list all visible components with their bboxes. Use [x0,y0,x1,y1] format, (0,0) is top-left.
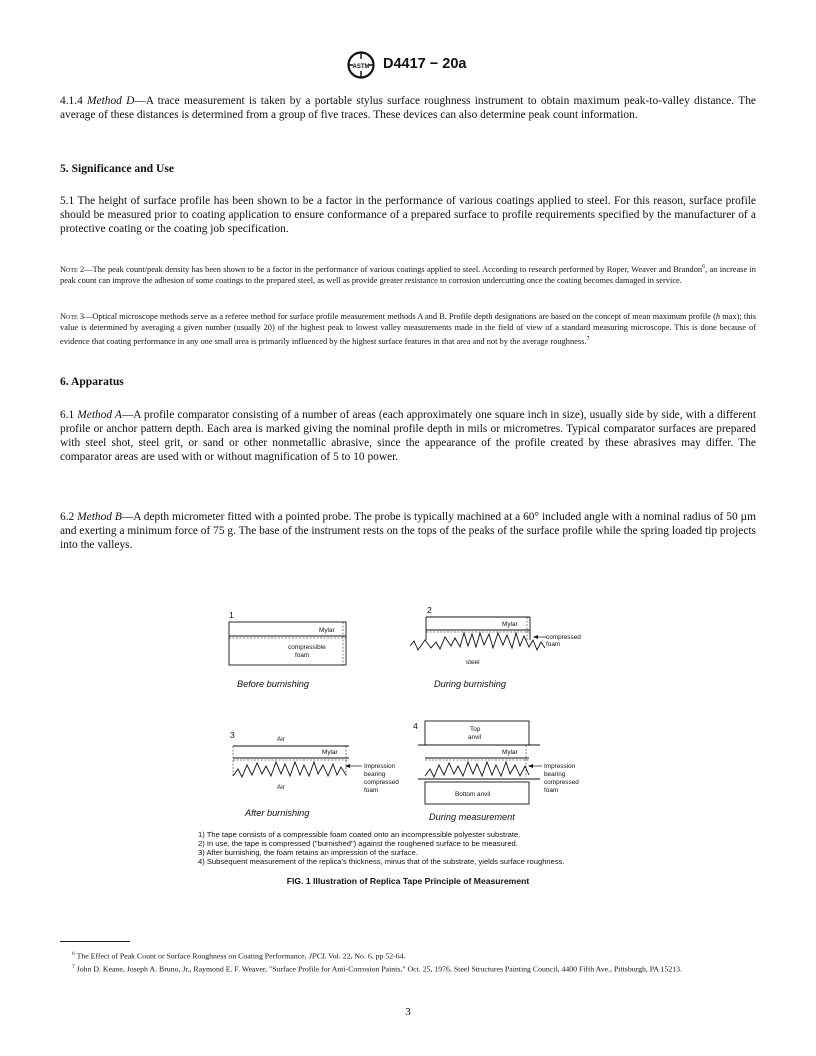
figure-note: 3) After burnishing, the foam retains an impression of the surface. [198,848,418,858]
note-label: Note 2 [60,264,85,274]
footnote-ref: 7 [586,335,590,342]
paragraph-text: —A depth micrometer fitted with a pointed probe. The probe is typically machined at a 60° included angle with a nominal radius of 50 µm and exerting a minimum force of 75 g. The base of the instrument rests on the tops of the peaks of the surface profile while the spring loaded tip projects into the valleys. [60,511,756,551]
mylar-label: Mylar [502,621,518,628]
note-text-a: —The peak count/peak density has been shown to be a factor in the performance of various coatings applied to steel. According to research performed by Roper, Weaver and Brandon [84,264,703,274]
footnote-divider [60,941,130,942]
air-bottom-label: Air [277,784,285,791]
air-top-label: Air [277,736,285,743]
method-title: Method D [87,95,135,107]
paragraph-6-2 [60,510,756,552]
impression-label-3: compressed [544,779,579,786]
panel-4 [413,721,579,822]
page-header [0,47,816,83]
top-anvil-label-1: Top [470,726,481,733]
paragraph-text: The height of surface profile has been shown to be a factor in the performance of various coatings applied to steel. For this reason, surface profile should be measured prior to coating application to ensure conformance of a prepared surface to profile requirements specified by the manufacturer of a protective coating or the coating job specification. [60,195,756,235]
panel-2 [410,605,581,689]
impression-label-3: compressed [364,779,399,786]
section-number: 5.1 [60,195,75,207]
standard-designation: D4417 − 20a [383,56,467,72]
paragraph-5-1 [60,194,756,236]
note-2 [60,262,756,287]
footnotes [60,949,756,974]
bottom-anvil-label: Bottom anvil [455,791,491,798]
foam-label-2: foam [295,652,310,659]
astm-logo-icon [346,50,376,80]
compressed-label-2: foam [546,641,561,648]
section-number: 4.1.4 [60,95,83,107]
figure-note: 2) In use, the tape is compressed ("burnished") against the roughened surface to be measured. [198,839,518,849]
note-text-a: —Optical microscope methods serve as a referee method for surface profile measurement methods A and B. Profile depth designations are based on the concept of mean maximum profile ( [84,312,716,321]
footnote-ref: 6 [702,264,706,270]
impression-label-4: foam [544,787,559,794]
panel-1 [229,610,346,689]
paragraph-6-1 [60,408,756,464]
compressed-label-1: compressed [546,634,581,641]
mylar-label: Mylar [322,749,338,756]
top-anvil-label-2: anvil [468,734,482,741]
panel-caption: Before burnishing [237,679,310,689]
figure-caption: FIG. 1 Illustration of Replica Tape Principle of Measurement [286,876,530,886]
logo-text: ASTM [352,64,370,70]
panel-number: 4 [413,721,418,731]
paragraph-4-1-4 [60,94,756,122]
footnote-7 [60,962,756,975]
figure-notes [198,830,718,866]
page-number: 3 [405,1006,411,1018]
impression-label-1: Impression [544,763,576,770]
footnote-text-b: Vol. 22, No. 6, pp 52-64. [326,951,406,961]
impression-label-4: foam [364,787,379,794]
impression-label-2: bearing [364,771,386,778]
h-symbol: h [715,312,721,321]
method-title: Method B [77,511,122,523]
panel-number: 1 [229,610,234,620]
panel-3 [230,730,399,818]
figure-note: 1) The tape consists of a compressible foam coated onto an incompressible polyester substrate. [198,830,521,839]
note-3 [60,312,756,348]
footnote-mark: 7 [72,963,75,970]
section-heading-6: 6. Apparatus [60,375,124,388]
foam-label-1: compressible [288,644,326,651]
section-number: 6.2 [60,511,75,523]
paragraph-text: —A trace measurement is taken by a portable stylus surface roughness instrument to obtain maximum peak-to-valley distance. The average of these distances is determined from a group of five traces. These devices can also determine peak count information. [60,95,756,121]
note-label: Note 3 [60,312,85,321]
note-text-b: max); this value is determined by averaging a given number (usually 20) of the highest peak to lowest valley measurements made in the field of view of a standard measuring microscope. This is done because of evidence that coating performance in any one small area is primarily influenced by the highest surface features in that area and not by the average roughness. [60,312,756,346]
footnote-journal: JPCL [308,951,327,961]
mylar-label: Mylar [319,627,335,634]
impression-label-1: Impression [364,763,396,770]
panel-number: 3 [230,730,235,740]
panel-caption: During measurement [429,812,515,822]
footnote-6 [60,949,756,962]
panel-caption: After burnishing [245,808,310,818]
footnote-text: John D. Keane, Joseph A. Bruno, Jr., Raymond E. F. Weaver, "Surface Profile for Anti-Corrosion Paints," Oct. 25, 1976, Steel Structures Painting Council, 4400 Fifth Ave., Pittsburgh, PA 15213. [76,964,682,974]
panel-number: 2 [427,605,432,615]
paragraph-text: —A profile comparator consisting of a number of areas (each approximately one square inch in size), usually side by side, with a different profile or anchor pattern depth. Each area is marked giving the nominal profile depth in mils or micrometres. Typical comparator surfaces are prepared with steel shot, steel grit, or sand or other nonmetallic abrasive, since the appearance of the profile created by these abrasives may differ. The comparator areas are used with or without magnification of 5 to 10 power. [60,409,756,463]
section-heading-5: 5. Significance and Use [60,162,175,175]
note-text-b: , an increase in peak count can improve the adhesion of some coatings to the prepared steel, as well as provide greater resistance to corrosion undercutting once the coating becomes damaged in service. [60,264,756,285]
replica-tape-figure [0,600,816,830]
method-title: Method A [77,409,122,421]
figure-note: 4) Subsequent measurement of the replica's thickness, minus that of the substrate, yields surface roughness. [198,857,565,867]
panel-caption: During burnishing [434,679,507,689]
steel-label: steel [466,659,480,666]
footnote-text-a: The Effect of Peak Count or Surface Roughness on Coating Performance, [76,951,309,961]
impression-label-2: bearing [544,771,566,778]
section-number: 6.1 [60,409,75,421]
footnote-mark: 6 [72,951,75,957]
mylar-label: Mylar [502,749,518,756]
